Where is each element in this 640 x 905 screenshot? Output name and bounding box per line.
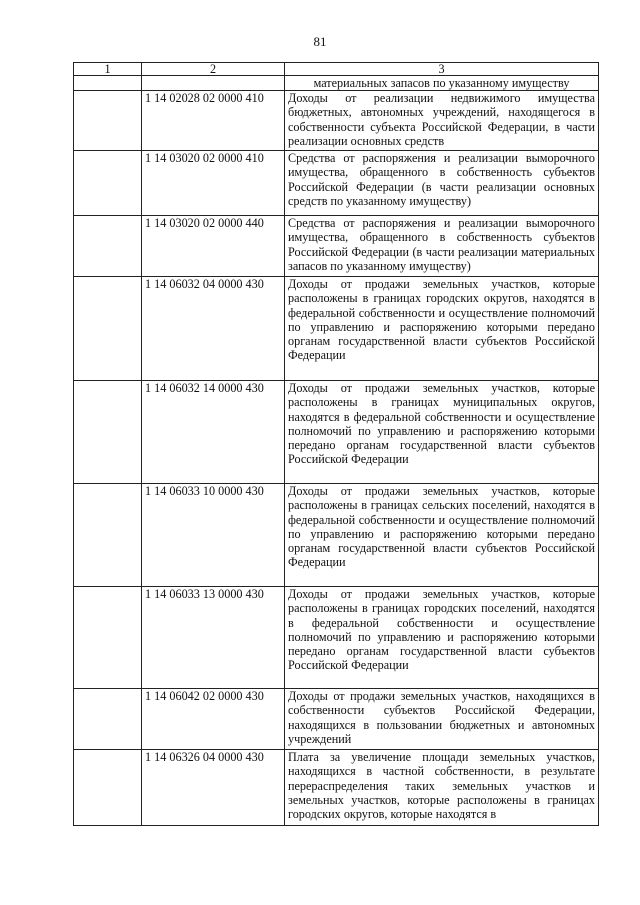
revenue-description: Плата за увеличение площади земельных участков, находящихся в частной собственности, в результате перераспределения таких земельных участков и земельных участков, которые расположены в границах городских округов, которые находятся в <box>285 750 599 826</box>
table-cell-empty <box>74 587 142 689</box>
revenue-description: Средства от распоряжения и реализации выморочного имущества, обращенного в собственность субъектов Российской Федерации (в части реализации основных средств по указанному имуществу) <box>285 151 599 216</box>
table-cell-empty <box>142 76 285 91</box>
revenue-description: Доходы от продажи земельных участков, которые расположены в границах городских поселений, находятся в федеральной собственности и осуществление полномочий по управлению и распоряжению которыми передано органам государственной власти субъектов Российской Федерации <box>285 587 599 689</box>
table-cell-empty <box>74 151 142 216</box>
revenue-description: Доходы от продажи земельных участков, которые расположены в границах сельских поселений, находятся в федеральной собственности и осуществление полномочий по управлению и распоряжению которыми передано органам государственной власти субъектов Российской Федерации <box>285 484 599 587</box>
continuation-row <box>74 76 599 91</box>
table-cell-empty <box>74 76 142 91</box>
revenue-code: 1 14 06326 04 0000 430 <box>142 750 285 826</box>
table-cell-empty <box>74 277 142 381</box>
revenue-code: 1 14 06033 10 0000 430 <box>142 484 285 587</box>
column-header-2: 2 <box>142 63 285 76</box>
revenue-code: 1 14 02028 02 0000 410 <box>142 91 285 151</box>
table-row <box>74 484 599 587</box>
table-cell-empty <box>74 381 142 484</box>
table-row <box>74 750 599 826</box>
column-header-3: 3 <box>285 63 599 76</box>
table-cell-empty <box>74 689 142 750</box>
table-header-row <box>74 63 599 76</box>
continuation-text: материальных запасов по указанному имуществу <box>285 76 599 91</box>
revenue-code: 1 14 03020 02 0000 410 <box>142 151 285 216</box>
table-row <box>74 216 599 277</box>
table-row <box>74 381 599 484</box>
revenue-code: 1 14 06032 14 0000 430 <box>142 381 285 484</box>
revenue-description: Доходы от реализации недвижимого имущества бюджетных, автономных учреждений, находящегося в собственности субъекта Российской Федерации, в части реализации основных средств <box>285 91 599 151</box>
page-number: 81 <box>313 34 327 49</box>
revenue-code: 1 14 06032 04 0000 430 <box>142 277 285 381</box>
table-cell-empty <box>74 91 142 151</box>
revenue-description: Доходы от продажи земельных участков, которые расположены в границах муниципальных округов, находятся в федеральной собственности и осуществление полномочий по управлению и распоряжению которыми передано органам государственной власти субъектов Российской Федерации <box>285 381 599 484</box>
table-row <box>74 689 599 750</box>
revenue-codes-table <box>73 62 599 826</box>
revenue-description: Средства от распоряжения и реализации выморочного имущества, обращенного в собственность субъектов Российской Федерации (в части реализации материальных запасов по указанному имуществу) <box>285 216 599 277</box>
revenue-description: Доходы от продажи земельных участков, которые расположены в границах городских округов, находятся в федеральной собственности и осуществление полномочий по управлению и распоряжению которыми передано органам государственной власти субъектов Российской Федерации <box>285 277 599 381</box>
revenue-description: Доходы от продажи земельных участков, находящихся в собственности субъектов Российской Федерации, находящихся в пользовании бюджетных и автономных учреждений <box>285 689 599 750</box>
table-row <box>74 587 599 689</box>
table-row <box>74 151 599 216</box>
column-header-1: 1 <box>74 63 142 76</box>
table-cell-empty <box>74 484 142 587</box>
table-row <box>74 91 599 151</box>
revenue-code: 1 14 06033 13 0000 430 <box>142 587 285 689</box>
revenue-code: 1 14 03020 02 0000 440 <box>142 216 285 277</box>
table-row <box>74 277 599 381</box>
table-cell-empty <box>74 216 142 277</box>
table-cell-empty <box>74 750 142 826</box>
revenue-code: 1 14 06042 02 0000 430 <box>142 689 285 750</box>
